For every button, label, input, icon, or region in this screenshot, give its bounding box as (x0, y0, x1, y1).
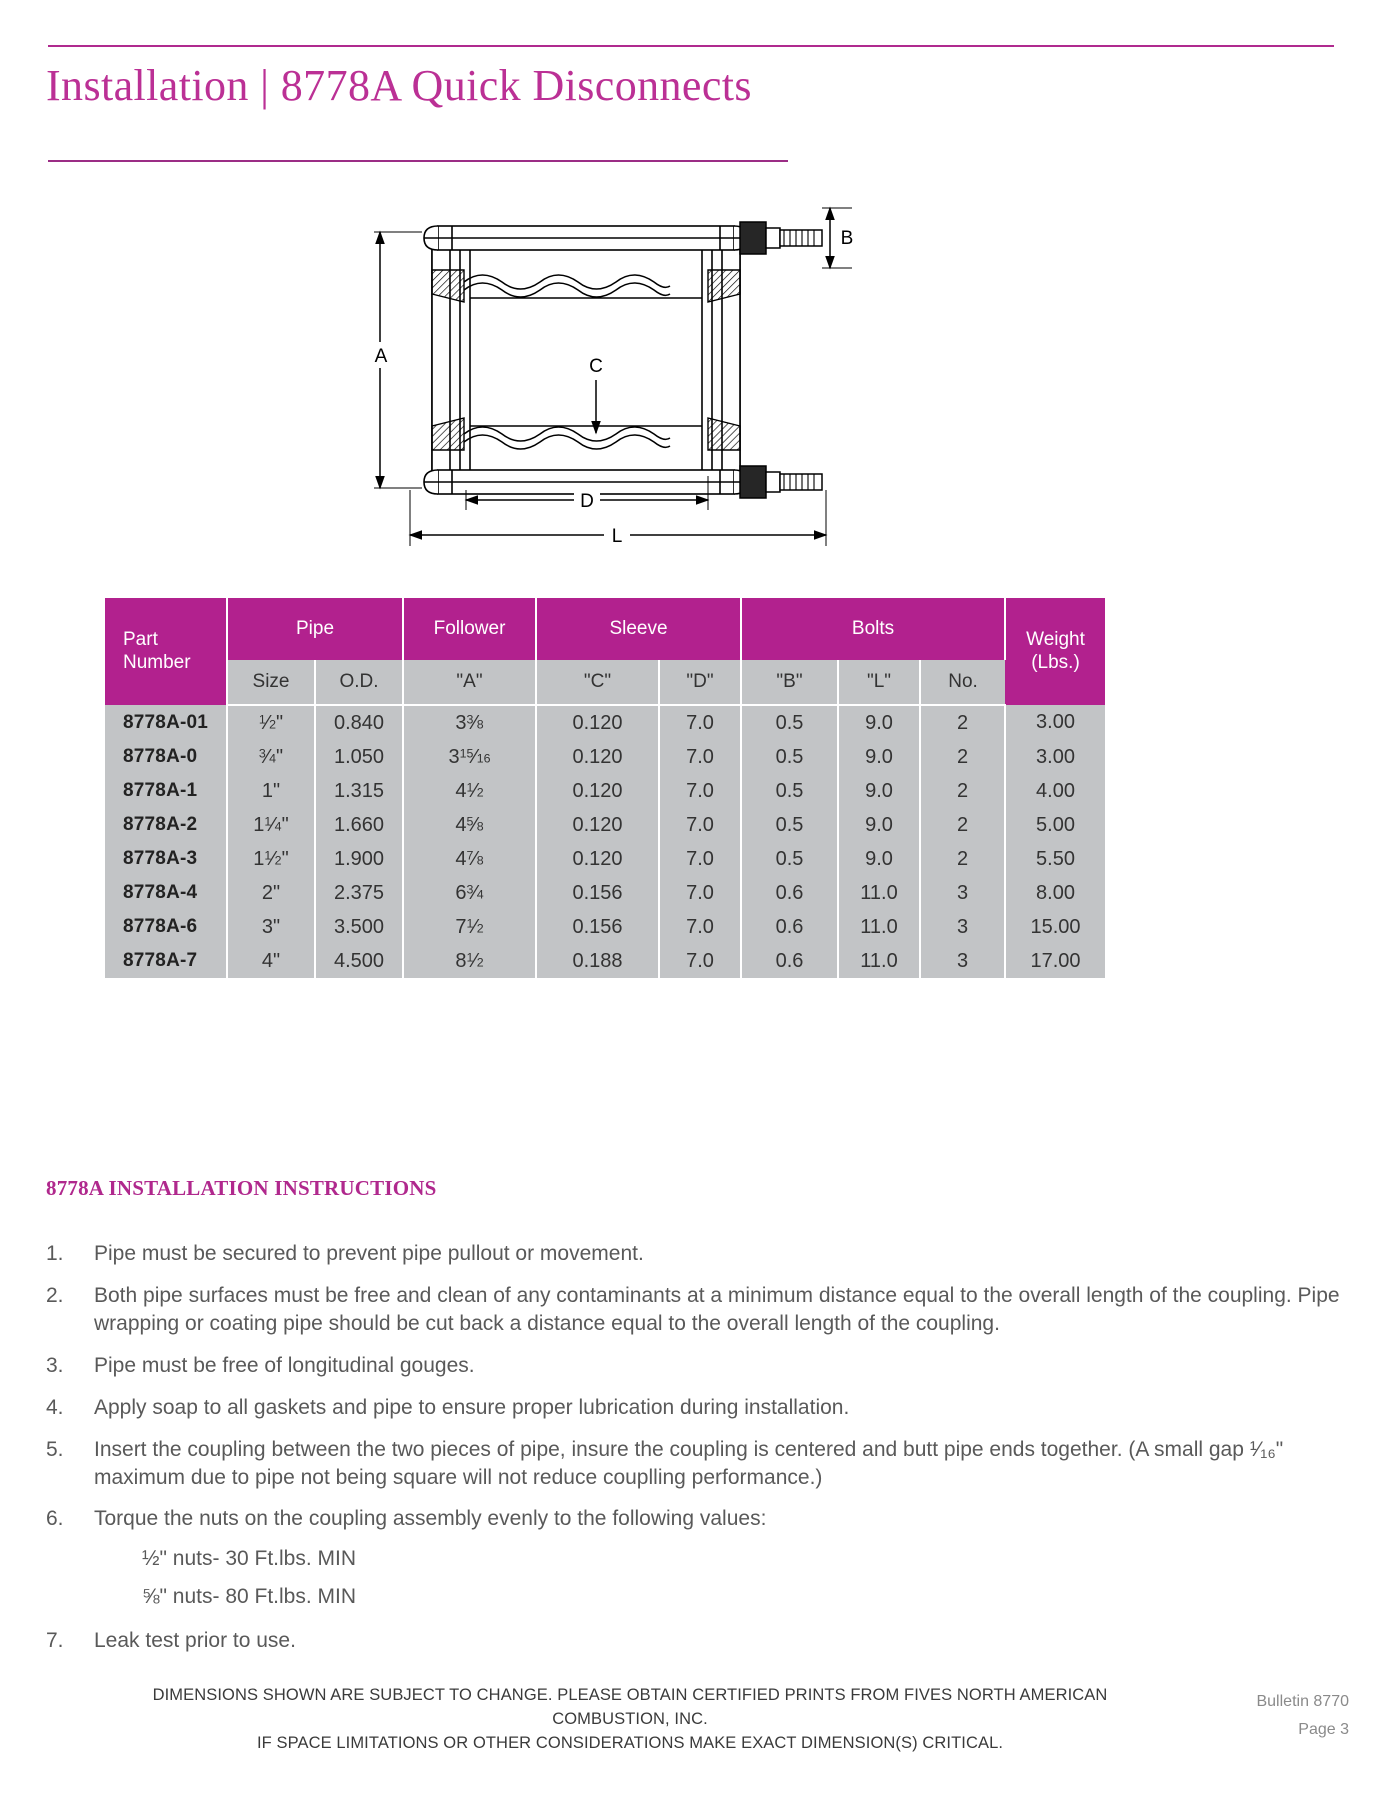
header-weight-line1: Weight (1026, 629, 1085, 651)
footer-bulletin-number: Bulletin 8770 (1256, 1693, 1349, 1710)
instruction-item (46, 1352, 1346, 1380)
cell-l: 9.0 (838, 705, 920, 740)
cell-c: 0.120 (536, 774, 659, 808)
page-title: Installation | 8778A Quick Disconnects (46, 61, 752, 110)
cell-od: 1.900 (315, 842, 403, 876)
cell-size: 3" (227, 910, 315, 944)
cell-no: 2 (920, 705, 1005, 740)
cell-size: $1^1⁄_2$" (227, 842, 315, 876)
instruction-item (46, 1505, 1346, 1533)
cell-c: 0.120 (536, 808, 659, 842)
cell-part-number: 8778A-6 (105, 910, 227, 944)
cell-b: 0.6 (741, 944, 838, 978)
cell-no: 2 (920, 808, 1005, 842)
spacer (46, 1609, 1346, 1627)
cell-part-number: 8778A-1 (105, 774, 227, 808)
instruction-text: Pipe must be free of longitudinal gouges. (94, 1353, 475, 1377)
footer-bulletin-block (1179, 1688, 1349, 1744)
cell-a: $3^3⁄_8$ (403, 705, 536, 740)
header-part-number (105, 598, 227, 705)
table-row (105, 740, 1105, 774)
dimension-label-l: L (611, 526, 623, 547)
instruction-text: Leak test prior to use. (94, 1629, 296, 1653)
cell-b: 0.5 (741, 808, 838, 842)
cell-size: $^3⁄_4$" (227, 740, 315, 774)
instruction-number: 3. (46, 1353, 64, 1377)
footer-page-number: Page 3 (1298, 1721, 1349, 1738)
cell-l: 11.0 (838, 876, 920, 910)
cell-l: 9.0 (838, 842, 920, 876)
subheader-a: "A" (403, 660, 536, 705)
cell-size: $^1⁄_2$" (227, 705, 315, 740)
footer-disclaimer-line1: DIMENSIONS SHOWN ARE SUBJECT TO CHANGE. PLEASE OBTAIN CERTIFIED PRINTS FROM FIVES NORTH AMERICAN COMBUSTION, INC. (152, 1686, 1108, 1728)
cell-c: 0.156 (536, 876, 659, 910)
footer-disclaimer (120, 1684, 1140, 1756)
cell-part-number: 8778A-0 (105, 740, 227, 774)
cell-b: 0.5 (741, 705, 838, 740)
cell-a: $6^3⁄_4$ (403, 876, 536, 910)
subheader-no: No. (920, 660, 1005, 705)
header-part-number-line1: Part (123, 629, 158, 651)
cell-c: 0.120 (536, 740, 659, 774)
subheader-l: "L" (838, 660, 920, 705)
table-row (105, 876, 1105, 910)
cell-a: $3^{15}⁄_{16}$ (403, 740, 536, 774)
instruction-item (46, 1394, 1346, 1422)
cell-l: 9.0 (838, 808, 920, 842)
cell-size: $1^1⁄_4$" (227, 808, 315, 842)
cell-b: 0.6 (741, 876, 838, 910)
instruction-number: 2. (46, 1283, 64, 1307)
instruction-number: 5. (46, 1437, 64, 1461)
top-divider-rule (48, 45, 1334, 47)
cell-od: 1.660 (315, 808, 403, 842)
header-sleeve: Sleeve (536, 598, 741, 660)
dimension-label-b: B (840, 228, 854, 249)
instruction-number: 6. (46, 1507, 64, 1531)
header-bolts: Bolts (741, 598, 1005, 660)
subheader-size: Size (227, 660, 315, 705)
instruction-text: Both pipe surfaces must be free and clean of any contaminants at a minimum distance equal to the overall length of the coupling. Pipe wrapping or coating pipe should be cut back a distance equal to the overall length of the coupling. (94, 1283, 1340, 1335)
cell-b: 0.5 (741, 740, 838, 774)
cell-part-number: 8778A-3 (105, 842, 227, 876)
table-row (105, 910, 1105, 944)
cell-a: $4^5⁄_8$ (403, 808, 536, 842)
header-weight-line2: (Lbs.) (1031, 651, 1080, 673)
cell-no: 3 (920, 876, 1005, 910)
cell-weight: 15.00 (1005, 910, 1105, 944)
cell-no: 2 (920, 740, 1005, 774)
instruction-text: Pipe must be secured to prevent pipe pullout or movement. (94, 1242, 644, 1265)
instruction-number: 4. (46, 1395, 64, 1419)
table-row (105, 842, 1105, 876)
torque-value-line: ½" nuts- 30 Ft.lbs. MIN (142, 1547, 357, 1571)
instruction-item (46, 1627, 1346, 1655)
cell-d: 7.0 (659, 910, 741, 944)
cell-a: $7^1⁄_2$ (403, 910, 536, 944)
header-weight (1005, 598, 1105, 705)
table-body (105, 705, 1105, 978)
cell-weight: 17.00 (1005, 944, 1105, 978)
instruction-text: Torque the nuts on the coupling assembly evenly to the following values: (94, 1507, 767, 1531)
cell-od: 2.375 (315, 876, 403, 910)
cell-weight: 3.00 (1005, 705, 1105, 740)
cell-d: 7.0 (659, 876, 741, 910)
cell-d: 7.0 (659, 944, 741, 978)
cell-no: 3 (920, 944, 1005, 978)
table-row (105, 944, 1105, 978)
cell-d: 7.0 (659, 774, 741, 808)
dimension-label-a: A (374, 346, 388, 367)
cell-weight: 3.00 (1005, 740, 1105, 774)
title-divider-rule (48, 160, 788, 162)
instructions-list (46, 1240, 1346, 1669)
cell-size: 4" (227, 944, 315, 978)
cell-no: 2 (920, 774, 1005, 808)
cell-od: 0.840 (315, 705, 403, 740)
cell-c: 0.120 (536, 842, 659, 876)
subheader-d: "D" (659, 660, 741, 705)
cell-weight: 4.00 (1005, 774, 1105, 808)
cell-a: $4^1⁄_2$ (403, 774, 536, 808)
table-group-header-row (105, 598, 1105, 660)
table-row (105, 774, 1105, 808)
instruction-number: 7. (46, 1629, 64, 1653)
coupling-technical-drawing (360, 190, 880, 560)
instruction-text: Insert the coupling between the two pieces of pipe, insure the coupling is centered and butt pipe ends together. (A small gap ¹⁄₁₆" maximum due to pipe not being square will not reduce couplling performance.) (94, 1437, 1284, 1489)
instruction-item (46, 1240, 1346, 1268)
cell-weight: 5.00 (1005, 808, 1105, 842)
cell-l: 11.0 (838, 910, 920, 944)
instruction-item (46, 1282, 1346, 1338)
cell-l: 9.0 (838, 774, 920, 808)
cell-part-number: 8778A-2 (105, 808, 227, 842)
cell-b: 0.5 (741, 842, 838, 876)
cell-part-number: 8778A-4 (105, 876, 227, 910)
header-follower: Follower (403, 598, 536, 660)
dimension-label-d: D (580, 491, 594, 512)
cell-d: 7.0 (659, 808, 741, 842)
torque-value-line: ⅝" nuts- 80 Ft.lbs. MIN (142, 1585, 357, 1609)
cell-c: 0.156 (536, 910, 659, 944)
cell-a: $8^1⁄_2$ (403, 944, 536, 978)
subheader-od: O.D. (315, 660, 403, 705)
subheader-b: "B" (741, 660, 838, 705)
cell-a: $4^7⁄_8$ (403, 842, 536, 876)
cell-c: 0.120 (536, 705, 659, 740)
table-row (105, 705, 1105, 740)
instruction-text: Apply soap to all gaskets and pipe to ensure proper lubrication during installation. (94, 1395, 850, 1419)
specifications-table (105, 598, 1105, 978)
cell-weight: 8.00 (1005, 876, 1105, 910)
cell-no: 2 (920, 842, 1005, 876)
cell-part-number: 8778A-7 (105, 944, 227, 978)
cell-c: 0.188 (536, 944, 659, 978)
table-sub-header-row (105, 660, 1105, 705)
cell-d: 7.0 (659, 705, 741, 740)
cell-d: 7.0 (659, 740, 741, 774)
cell-od: 1.315 (315, 774, 403, 808)
cell-no: 3 (920, 910, 1005, 944)
cell-od: 1.050 (315, 740, 403, 774)
cell-od: 3.500 (315, 910, 403, 944)
cell-od: 4.500 (315, 944, 403, 978)
header-part-number-line2: Number (123, 651, 191, 673)
subheader-c: "C" (536, 660, 659, 705)
cell-d: 7.0 (659, 842, 741, 876)
cell-l: 11.0 (838, 944, 920, 978)
cell-size: 1" (227, 774, 315, 808)
cell-l: 9.0 (838, 740, 920, 774)
dimension-label-c: C (589, 356, 603, 377)
instruction-number: 1. (46, 1242, 64, 1265)
instruction-item (46, 1436, 1346, 1492)
table-row (105, 808, 1105, 842)
header-pipe: Pipe (227, 598, 403, 660)
cell-b: 0.6 (741, 910, 838, 944)
cell-weight: 5.50 (1005, 842, 1105, 876)
footer-disclaimer-line2: IF SPACE LIMITATIONS OR OTHER CONSIDERATIONS MAKE EXACT DIMENSION(S) CRITICAL. (256, 1733, 1004, 1752)
cell-part-number: 8778A-01 (105, 705, 227, 740)
instructions-heading: 8778A INSTALLATION INSTRUCTIONS (46, 1176, 437, 1200)
cell-size: 2" (227, 876, 315, 910)
cell-b: 0.5 (741, 774, 838, 808)
